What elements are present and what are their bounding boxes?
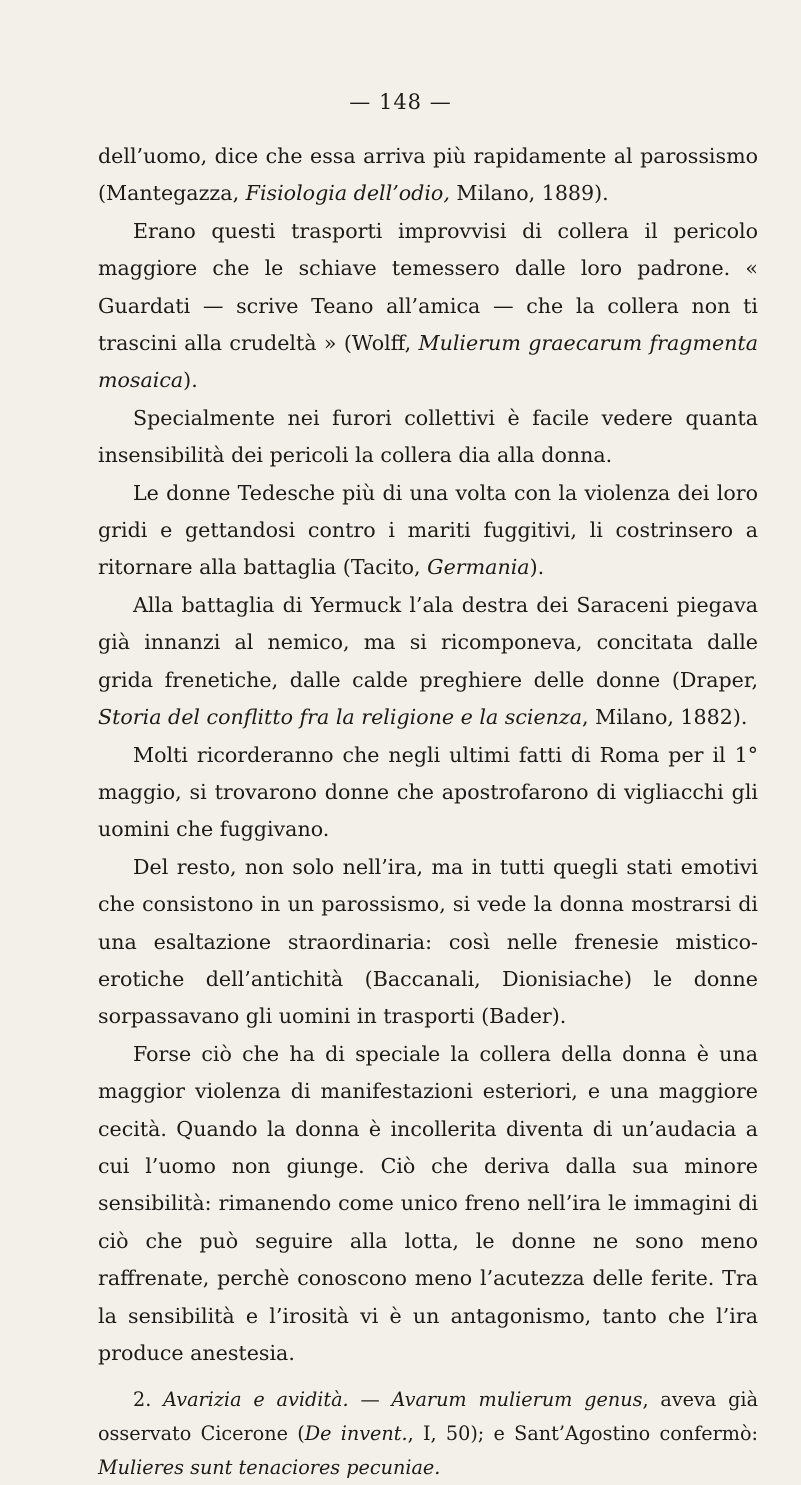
text-run: dell’uomo, dice che essa arriva più rapidamente al parossismo (Mantegazza,: [98, 144, 758, 206]
italic-citation: De invent.: [304, 1422, 408, 1446]
text-run: Del resto, non solo nell’ira, ma in tutti quegli stati emotivi che consistono in un parossismo, si vede la donna mostrarsi di una esaltazione straordinaria: così nelle frenesie mistico-erotiche dell’antichità (Baccanali, Dionisiache) le donne sorpassavano gli uomini in trasporti (Bader).: [98, 854, 758, 1029]
italic-citation: Mulieres sunt tenaciores pecuniae.: [98, 1456, 441, 1480]
italic-citation: Germania: [427, 555, 530, 580]
italic-citation: Fisiologia dell’odio,: [245, 181, 450, 206]
text-run: Le donne Tedesche più di una volta con la violenza dei loro gridi e gettandosi contro i mariti fuggitivi, li costrinsero a ritornare alla battaglia (Tacito,: [98, 480, 758, 580]
text-run: Erano questi trasporti improvvisi di collera il pericolo maggiore che le schiave temessero dalle loro padrone. « Guardati — scrive Teano all’amica — che la collera non ti trascini alla crudeltà » (Wolff,: [98, 218, 758, 356]
text-run: 2.: [133, 1388, 164, 1412]
text-run: Forse ciò che ha di speciale la collera della donna è una maggior violenza di manifestazioni esteriori, e una maggiore cecità. Quando la donna è incollerita diventa di un’audacia a cui l’uomo non giunge. Ciò che deriva dalla sua minore sensibilità: rimanendo come unico freno nell’ira le immagini di ciò che può seguire alla lotta, le donne ne sono meno raffrenate, perchè conoscono meno l’acutezza delle ferite. Tra la sensibilità e l’irosità vi è un antagonismo, tanto che l’ira produce anestesia.: [98, 1041, 758, 1365]
italic-citation: Mulierum graecarum fragmenta mosaica: [98, 331, 758, 393]
text-run: Specialmente nei furori collettivi è facile vedere quanta insensibilità dei pericoli la collera dia alla donna.: [98, 405, 758, 468]
paragraph-3: [98, 400, 758, 475]
text-run: Alla battaglia di Yermuck l’ala destra dei Saraceni piegava già innanzi al nemico, ma si ricomponeva, concitata dalle grida frenetiche, dalle calde preghiere delle donne (Draper,: [98, 592, 758, 692]
text-run: ).: [529, 555, 545, 580]
italic-citation: Storia del conflitto fra la religione e la scienza: [98, 705, 583, 730]
paragraph-1: [98, 138, 758, 213]
text-run: Molti ricorderanno che negli ultimi fatti di Roma per il 1° maggio, si trovarono donne che apostrofarono di vigliacchi gli uomini che fuggivano.: [98, 742, 758, 842]
paragraph-2: [98, 213, 758, 400]
body-text: [98, 138, 758, 1485]
paragraph-8: [98, 1036, 758, 1373]
text-run: ).: [183, 368, 198, 393]
paragraph-4: [98, 475, 758, 587]
text-run: , aveva già osservato Cicerone (: [98, 1388, 759, 1446]
text-run: Milano, 1889).: [449, 181, 609, 206]
text-run: , I, 50); e Sant’Agostino confermò:: [407, 1422, 758, 1446]
paragraph-9-section: [98, 1383, 758, 1485]
paragraph-7: [98, 849, 758, 1036]
text-run: , Milano, 1882).: [582, 705, 748, 730]
paragraph-5: [98, 587, 758, 737]
italic-heading: Avarizia e avidità.: [163, 1388, 349, 1412]
italic-citation: Avarum mulierum genus: [391, 1388, 643, 1412]
text-run: —: [348, 1388, 392, 1412]
paragraph-6: [98, 737, 758, 849]
page-number: — 148 —: [349, 90, 452, 114]
